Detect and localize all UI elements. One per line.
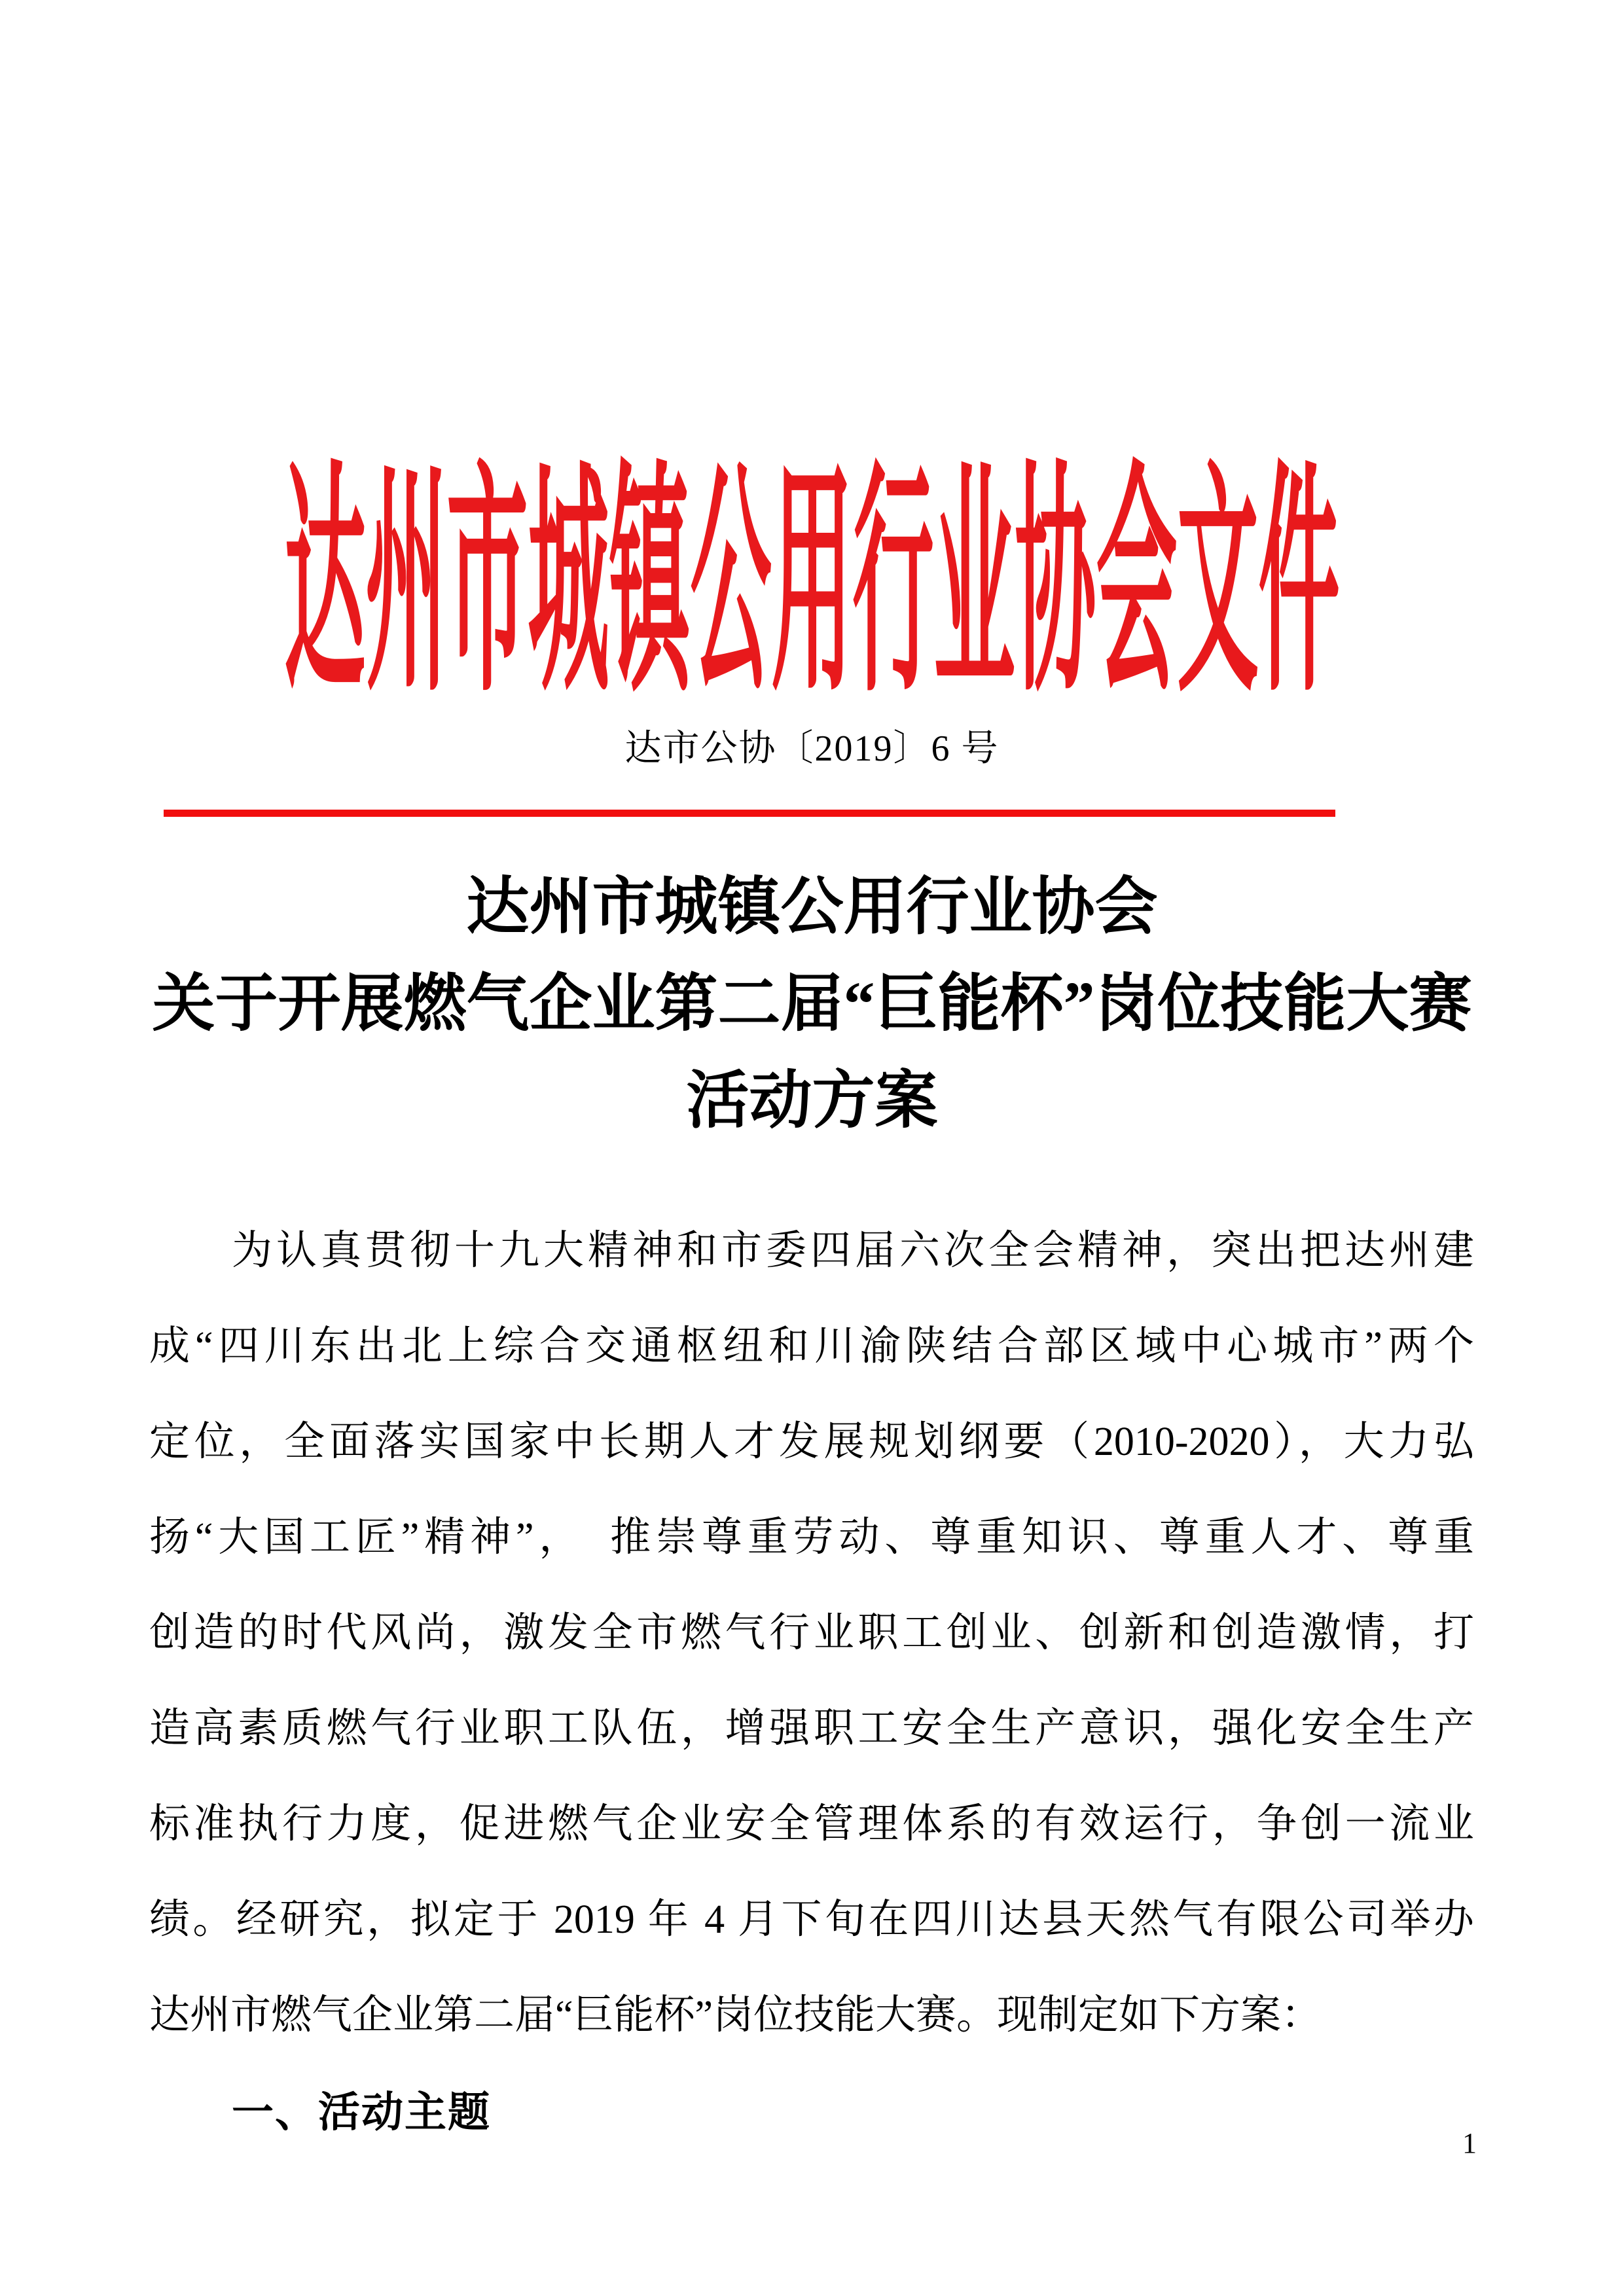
page-number: 1	[1462, 2127, 1477, 2159]
section-heading: 一、活动主题	[232, 2089, 491, 2136]
body-paragraph	[149, 1203, 1474, 2063]
body-line: 为认真贯彻十九大精神和市委四届六次全会精神，突出把达州建	[232, 1229, 1474, 1273]
org-name-banner-text: 达州市城镇公用行业协会文件	[284, 449, 1340, 721]
body-line: 扬“大国工匠”精神”， 推崇尊重劳动、尊重知识、尊重人才、尊重	[149, 1515, 1474, 1560]
body-line: 标准执行力度，促进燃气企业安全管理体系的有效运行，争创一流业	[149, 1802, 1474, 1846]
body-line: 创造的时代风尚，激发全市燃气行业职工创业、创新和创造激情，打	[149, 1611, 1474, 1655]
document-title	[0, 859, 1624, 1149]
red-header-banner	[0, 449, 1624, 721]
red-divider-line	[164, 810, 1335, 817]
body-line: 成“四川东出北上综合交通枢纽和川渝陕结合部区域中心城市”两个	[149, 1324, 1474, 1369]
title-line-1: 达州市城镇公用行业协会	[466, 872, 1158, 942]
body-line: 造高素质燃气行业职工队伍，增强职工安全生产意识，强化安全生产	[149, 1706, 1474, 1751]
title-line-2: 关于开展燃气企业第二届“巨能杯”岗位技能大赛	[152, 969, 1472, 1039]
body-line: 绩。经研究，拟定于 2019 年 4 月下旬在四川达县天然气有限公司举办	[149, 1897, 1474, 1942]
doc-number: 达市公协〔2019〕6 号	[624, 728, 1000, 769]
title-line-3: 活动方案	[686, 1066, 938, 1136]
body-line: 定位，全面落实国家中长期人才发展规划纲要（2010-2020），大力弘	[149, 1420, 1474, 1464]
body-line: 达州市燃气企业第二届“巨能杯”岗位技能大赛。现制定如下方案：	[149, 1993, 1322, 2037]
